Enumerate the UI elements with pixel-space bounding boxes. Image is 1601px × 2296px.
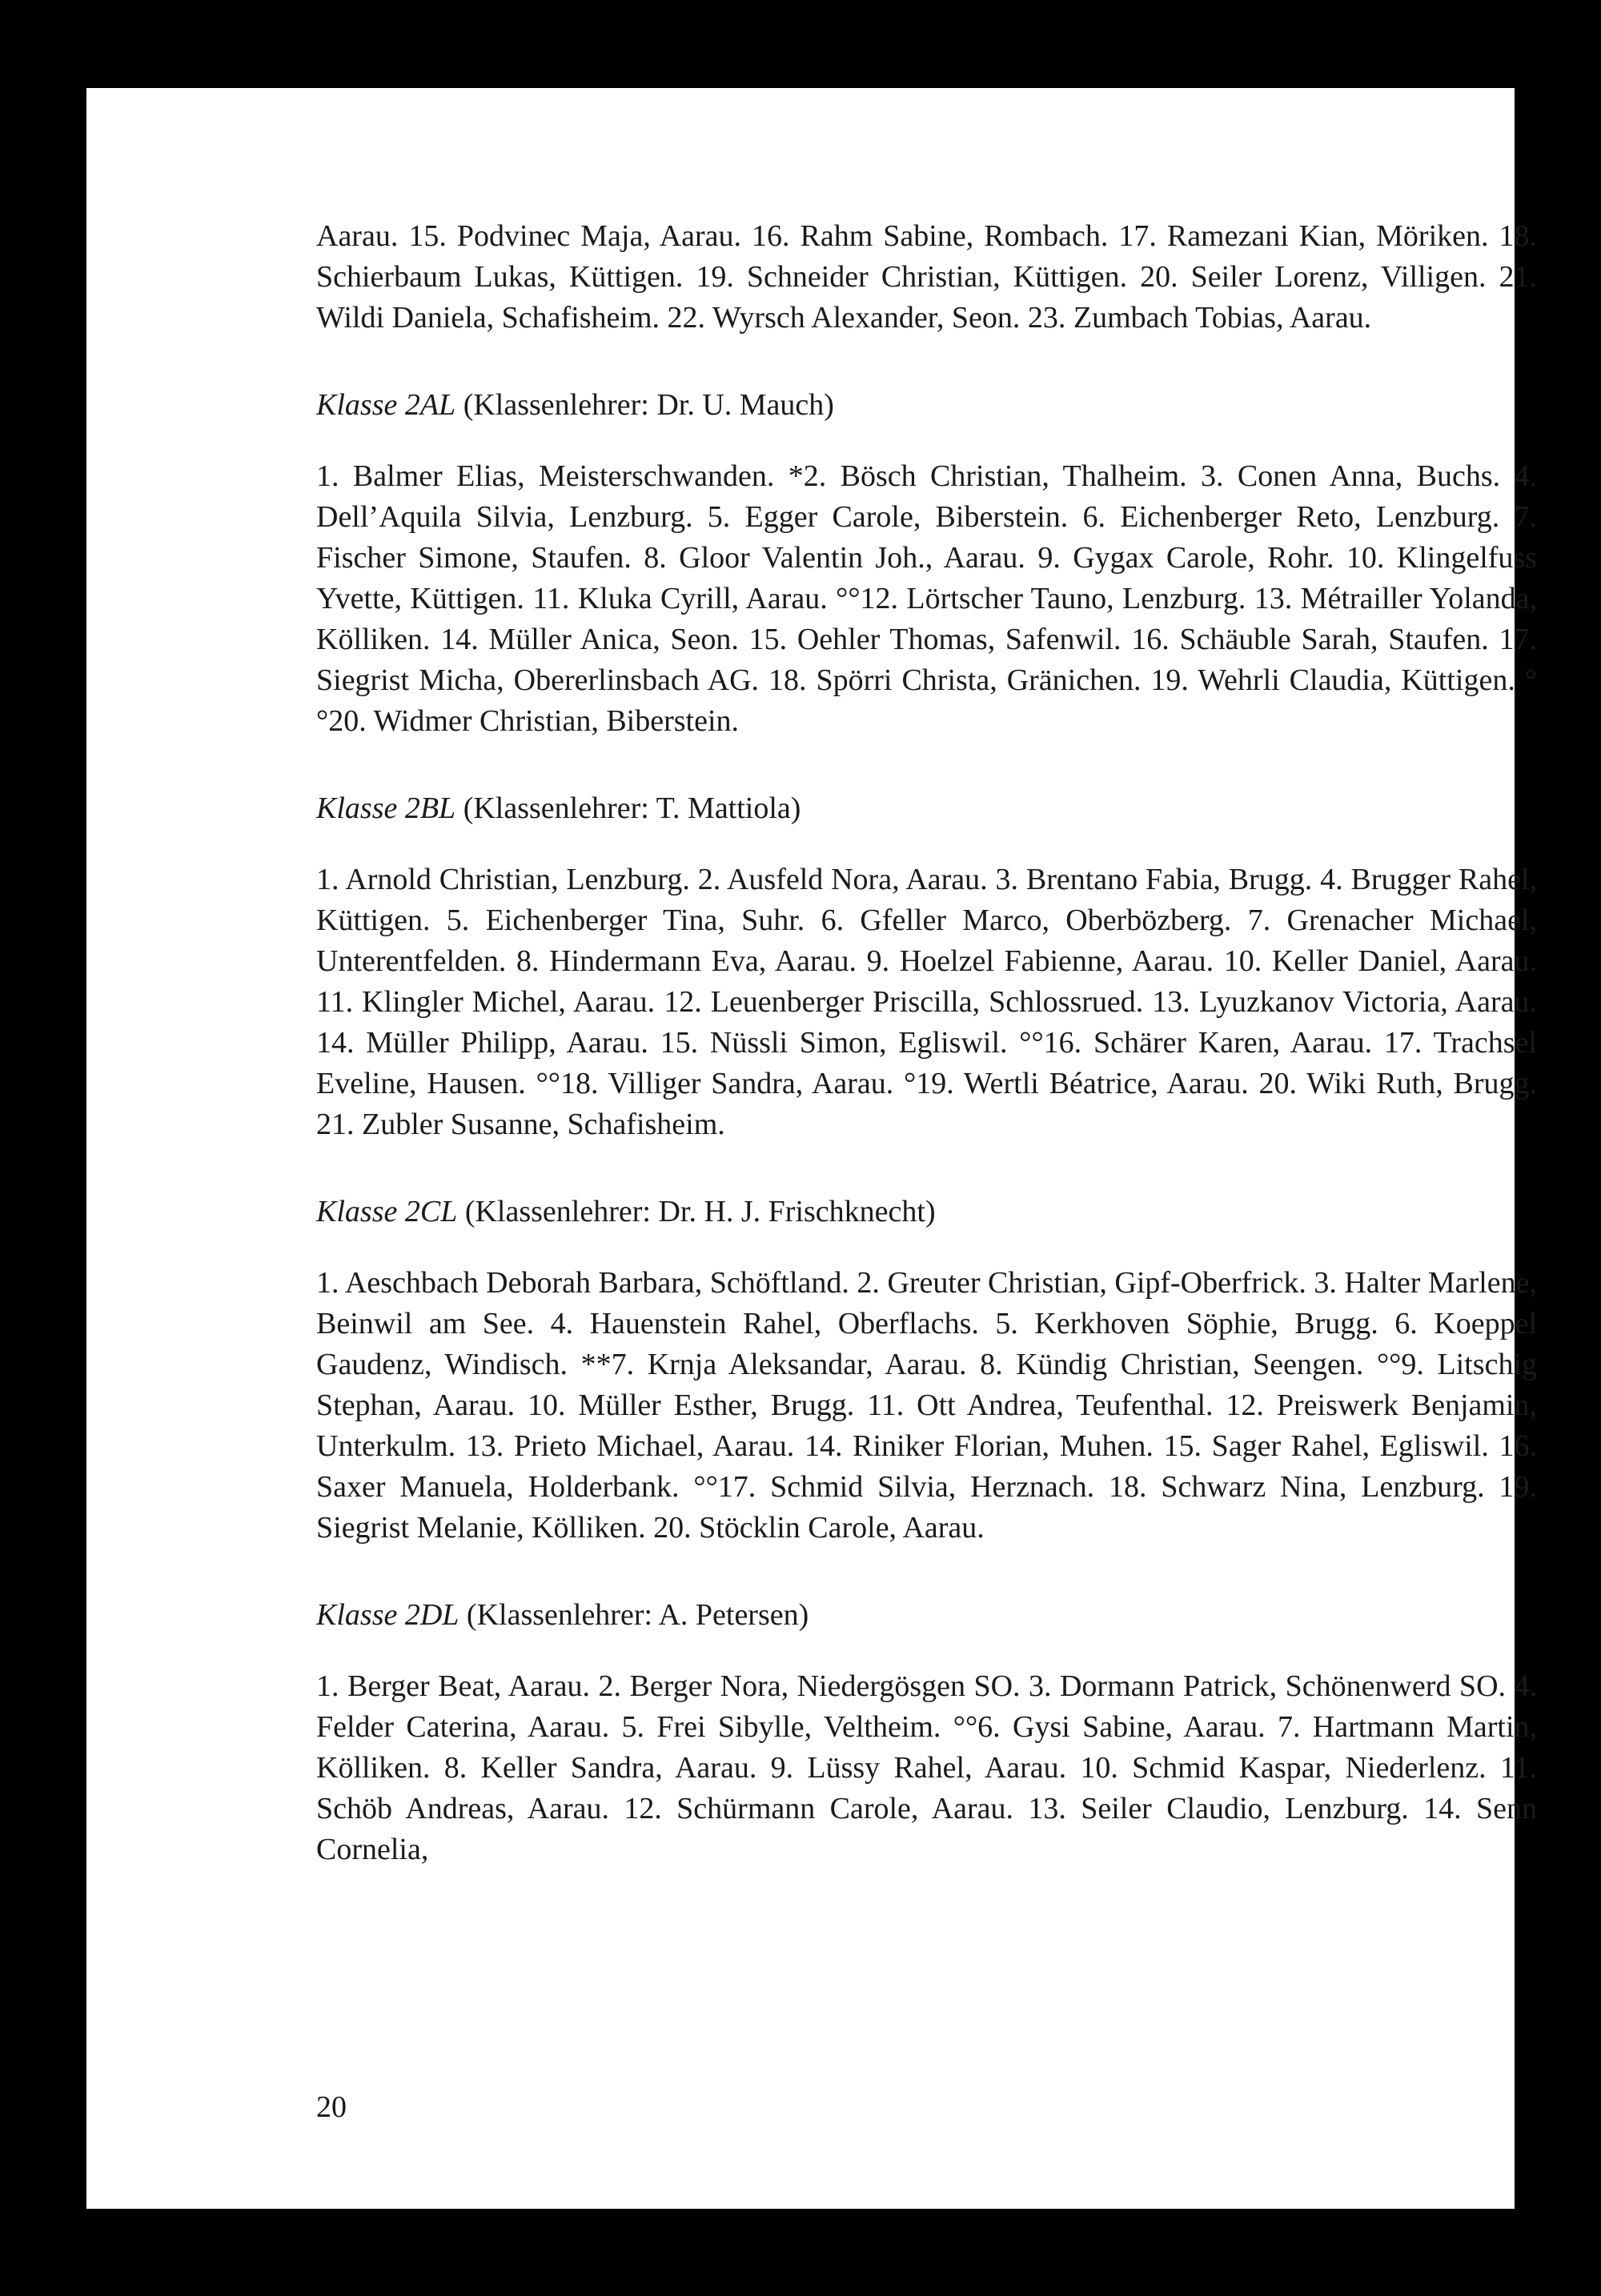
page-number: 20: [316, 2090, 347, 2124]
class-teacher: (Klassenlehrer: A. Petersen): [466, 1598, 809, 1632]
class-listing: 1. Arnold Christian, Lenzburg. 2. Ausfeld Nora, Aarau. 3. Brentano Fabia, Brugg. 4. Brugger Rahel, Küttigen. 5. Eichenberger Tina, Suhr. 6. Gfeller Marco, Oberbözberg. 7. Grenacher Michael, Unterentfelden. 8. Hindermann Eva, Aarau. 9. Hoelzel Fabienne, Aarau. 10. Keller Daniel, Aarau. 11. Klingler Michel, Aarau. 12. Leuenberger Priscilla, Schlossrued. 13. Lyuzkanov Victoria, Aarau. 14. Müller Philipp, Aarau. 15. Nüssli Simon, Egliswil. °°16. Schärer Karen, Aarau. 17. Trachsel Eveline, Hausen. °°18. Villiger Sandra, Aarau. °19. Wertli Béatrice, Aarau. 20. Wiki Ruth, Brugg. 21. Zubler Susanne, Schafisheim.: [316, 863, 1537, 1141]
class-label: Klasse 2BL: [316, 791, 456, 825]
class-label: Klasse 2DL: [316, 1598, 459, 1632]
class-section-2dl: [316, 1595, 1537, 1870]
class-listing: 1. Berger Beat, Aarau. 2. Berger Nora, Niedergösgen SO. 3. Dormann Patrick, Schönenwerd SO. 4. Felder Caterina, Aarau. 5. Frei Sibylle, Veltheim. °°6. Gysi Sabine, Aarau. 7. Hartmann Martin, Kölliken. 8. Keller Sandra, Aarau. 9. Lüssy Rahel, Aarau. 10. Schmid Kaspar, Niederlenz. 11. Schöb Andreas, Aarau. 12. Schürmann Carole, Aarau. 13. Seiler Claudio, Lenzburg. 14. Senn Cornelia,: [316, 1669, 1537, 1866]
class-section-2bl: [316, 788, 1537, 1145]
class-label: Klasse 2AL: [316, 388, 456, 422]
class-teacher: (Klassenlehrer: Dr. H. J. Frischknecht): [464, 1195, 936, 1228]
class-teacher: (Klassenlehrer: T. Mattiola): [463, 791, 801, 825]
class-listing: 1. Aeschbach Deborah Barbara, Schöftland. 2. Greuter Christian, Gipf-Oberfrick. 3. Halter Marlene, Beinwil am See. 4. Hauenstein Rahel, Oberflachs. 5. Kerkhoven Söphie, Brugg. 6. Koeppel Gaudenz, Windisch. **7. Krnja Aleksandar, Aarau. 8. Kündig Christian, Seengen. °°9. Litschig Stephan, Aarau. 10. Müller Esther, Brugg. 11. Ott Andrea, Teufenthal. 12. Preiswerk Benjamin, Unterkulm. 13. Prieto Michael, Aarau. 14. Riniker Florian, Muhen. 15. Sager Rahel, Egliswil. 16. Saxer Manuela, Holderbank. °°17. Schmid Silvia, Herznach. 18. Schwarz Nina, Lenzburg. 19. Siegrist Melanie, Kölliken. 20. Stöcklin Carole, Aarau.: [316, 1266, 1537, 1545]
page-content: [316, 216, 1537, 1870]
class-label: Klasse 2CL: [316, 1195, 458, 1228]
class-section-2al: [316, 385, 1537, 742]
document-page: [86, 88, 1537, 2209]
class-heading: [316, 788, 1537, 829]
class-heading: [316, 1595, 1537, 1636]
class-heading: [316, 1192, 1537, 1232]
class-listing: 1. Balmer Elias, Meisterschwanden. *2. Bösch Christian, Thalheim. 3. Conen Anna, Buchs. 4. Dell’Aquila Silvia, Lenzburg. 5. Egger Carole, Biberstein. 6. Eichenberger Reto, Lenzburg. 7. Fischer Simone, Staufen. 8. Gloor Valentin Joh., Aarau. 9. Gygax Carole, Rohr. 10. Klingelfuss Yvette, Küttigen. 11. Kluka Cyrill, Aarau. °°12. Lörtscher Tauno, Lenzburg. 13. Métrailler Yolanda, Kölliken. 14. Müller Anica, Seon. 15. Oehler Thomas, Safenwil. 16. Schäuble Sarah, Staufen. 17. Siegrist Micha, Obererlinsbach AG. 18. Spörri Christa, Gränichen. 19. Wehrli Claudia, Küttigen. °°20. Widmer Christian, Biberstein.: [316, 459, 1537, 738]
class-heading: [316, 385, 1537, 426]
class-section-2cl: [316, 1192, 1537, 1549]
intro-paragraph: Aarau. 15. Podvinec Maja, Aarau. 16. Rahm Sabine, Rombach. 17. Ramezani Kian, Möriken. 18. Schierbaum Lukas, Küttigen. 19. Schneider Christian, Küttigen. 20. Seiler Lorenz, Villigen. 21. Wildi Daniela, Schafisheim. 22. Wyrsch Alexander, Seon. 23. Zumbach Tobias, Aarau.: [316, 219, 1537, 335]
class-teacher: (Klassenlehrer: Dr. U. Mauch): [463, 388, 834, 422]
